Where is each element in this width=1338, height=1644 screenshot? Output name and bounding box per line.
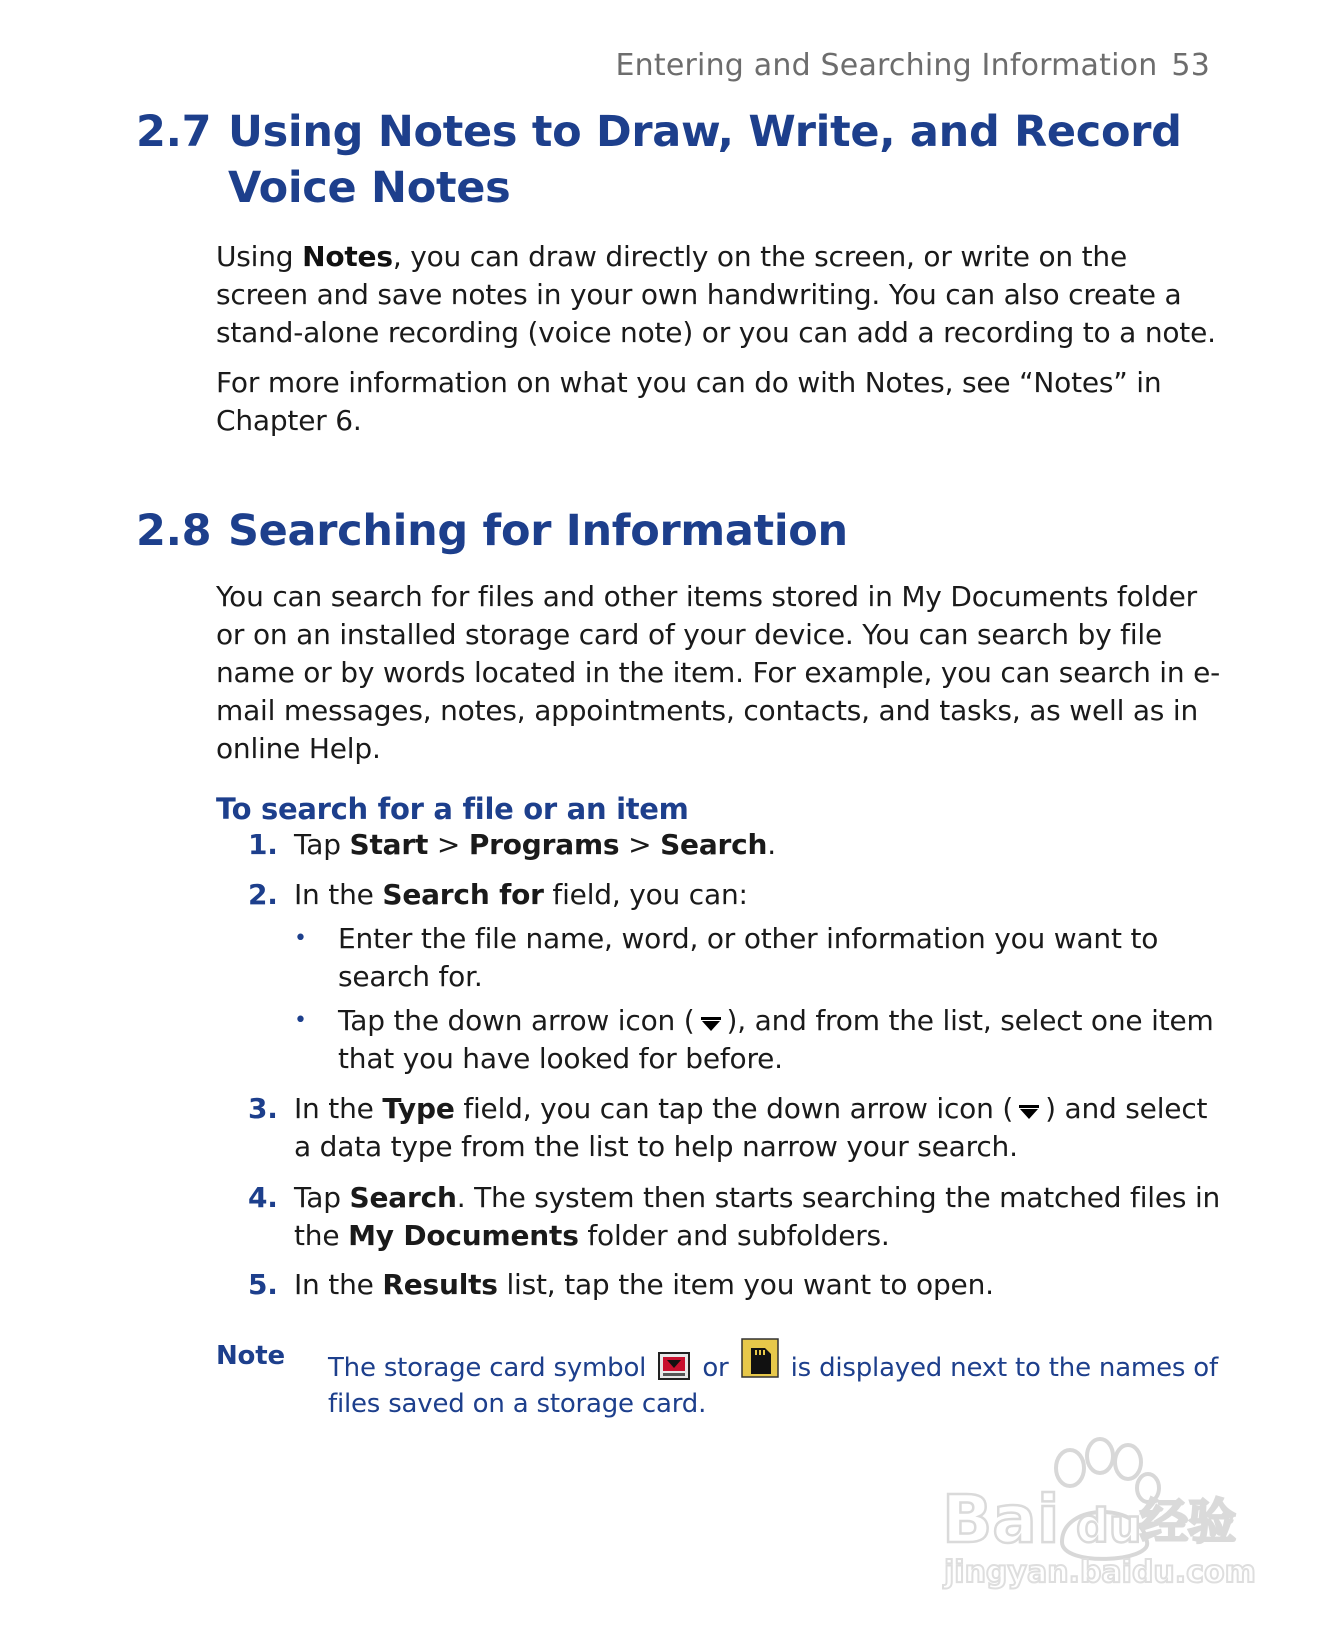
section-number: 2.8: [136, 506, 212, 556]
text-run: ) and select a data type from the list to help narrow your search.: [294, 1092, 1208, 1163]
paragraph-notes-intro: [216, 238, 1226, 352]
text-run: In the: [294, 1092, 383, 1125]
step-number: 3.: [248, 1092, 278, 1125]
text-run: . The system then starts searching the matched files in the: [294, 1181, 1221, 1252]
text-run: folder and subfolders.: [578, 1219, 890, 1252]
section-heading-2-7: [136, 104, 1228, 216]
text-run: Tap: [294, 828, 350, 861]
down-arrow-icon: [1017, 1104, 1041, 1120]
section-title: Searching for Information: [228, 506, 848, 556]
bold-term: Start: [349, 828, 429, 861]
step-number: 4.: [248, 1181, 278, 1214]
svg-text:du: du: [1076, 1499, 1142, 1553]
step-4: [248, 1179, 1228, 1255]
section-heading-2-8: [136, 503, 1228, 559]
paragraph-search-intro: You can search for files and other items stored in My Documents folder or on an installed storage card of your device. You can search by file name or by words located in the item. For example, you can search in e-mail messages, notes, appointments, contacts, and tasks, as well as in online Help.: [216, 580, 1221, 765]
bullet-item-1: [294, 920, 1234, 996]
text-run: ), and from the list, select one item that you have looked for before.: [338, 1004, 1214, 1075]
text-run: Using: [216, 240, 303, 273]
step-text: [294, 876, 1228, 914]
text-run: >: [619, 828, 661, 861]
down-arrow-icon: [699, 1016, 723, 1032]
text-run: In the: [294, 878, 383, 911]
page-number: 53: [1171, 48, 1210, 83]
bold-term: Search: [660, 828, 768, 861]
text-run: , you can draw directly on the screen, or write on the screen and save notes in your own handwriting. You can also create a stand-alone recording (voice note) or you can add a recording to a note.: [216, 240, 1216, 349]
text-run: is displayed next to the names of files saved on a storage card.: [328, 1353, 1218, 1419]
sd-card-icon: [741, 1338, 779, 1378]
svg-text:Bai: Bai: [942, 1481, 1060, 1558]
step-number: 1.: [248, 828, 278, 861]
step-number: 2.: [248, 878, 278, 911]
procedure-heading: To search for a file or an item: [216, 792, 689, 826]
paragraph-notes-reference: For more information on what you can do with Notes, see “Notes” in Chapter 6.: [216, 366, 1162, 437]
text-run: In the: [294, 1268, 383, 1301]
bold-term: Notes: [302, 240, 393, 273]
step-text: [294, 1179, 1228, 1255]
bold-term: Search for: [382, 878, 544, 911]
baidu-jingyan-watermark: [942, 1432, 1262, 1592]
text-run: >: [428, 828, 469, 861]
step-text: [294, 1090, 1228, 1166]
svg-text:jingyan.baidu.com: jingyan.baidu.com: [944, 1555, 1256, 1590]
step-5: [248, 1266, 1228, 1304]
header-title: Entering and Searching Information: [615, 48, 1158, 83]
bold-term: Search: [349, 1181, 457, 1214]
bullet-dot: •: [294, 1008, 307, 1033]
running-header: [616, 48, 1210, 83]
step-3: [248, 1090, 1228, 1166]
bold-term: Programs: [468, 828, 620, 861]
text-run: list, tap the item you want to open.: [497, 1268, 994, 1301]
text-run: field, you can:: [543, 878, 748, 911]
bold-term: Results: [382, 1268, 498, 1301]
step-text: [294, 1266, 1228, 1304]
bold-term: Type: [382, 1092, 455, 1125]
svg-text:经验: 经验: [1140, 1494, 1237, 1550]
step-1: [248, 826, 1228, 864]
note-text: [328, 1338, 1226, 1422]
storage-card-icon: [658, 1352, 690, 1380]
step-text: [294, 826, 1228, 864]
note-block: [216, 1338, 1226, 1422]
section-title: Using Notes to Draw, Write, and Record Voice Notes: [228, 107, 1182, 213]
text-run: The storage card symbol: [328, 1353, 655, 1383]
bullet-item-2: [294, 1002, 1234, 1078]
text-run: or: [694, 1353, 737, 1383]
text-run: Tap the down arrow icon (: [338, 1004, 695, 1037]
text-run: .: [767, 828, 776, 861]
bold-term: My Documents: [348, 1219, 579, 1252]
step-number: 5.: [248, 1268, 278, 1301]
section-number: 2.7: [136, 107, 212, 157]
bullet-dot: •: [294, 926, 307, 951]
bullet-text: [338, 1002, 1234, 1078]
text-run: Tap: [294, 1181, 350, 1214]
text-run: field, you can tap the down arrow icon (: [454, 1092, 1014, 1125]
step-2: [248, 876, 1228, 914]
bullet-text: Enter the file name, word, or other information you want to search for.: [338, 922, 1159, 993]
note-label: Note: [216, 1341, 285, 1371]
